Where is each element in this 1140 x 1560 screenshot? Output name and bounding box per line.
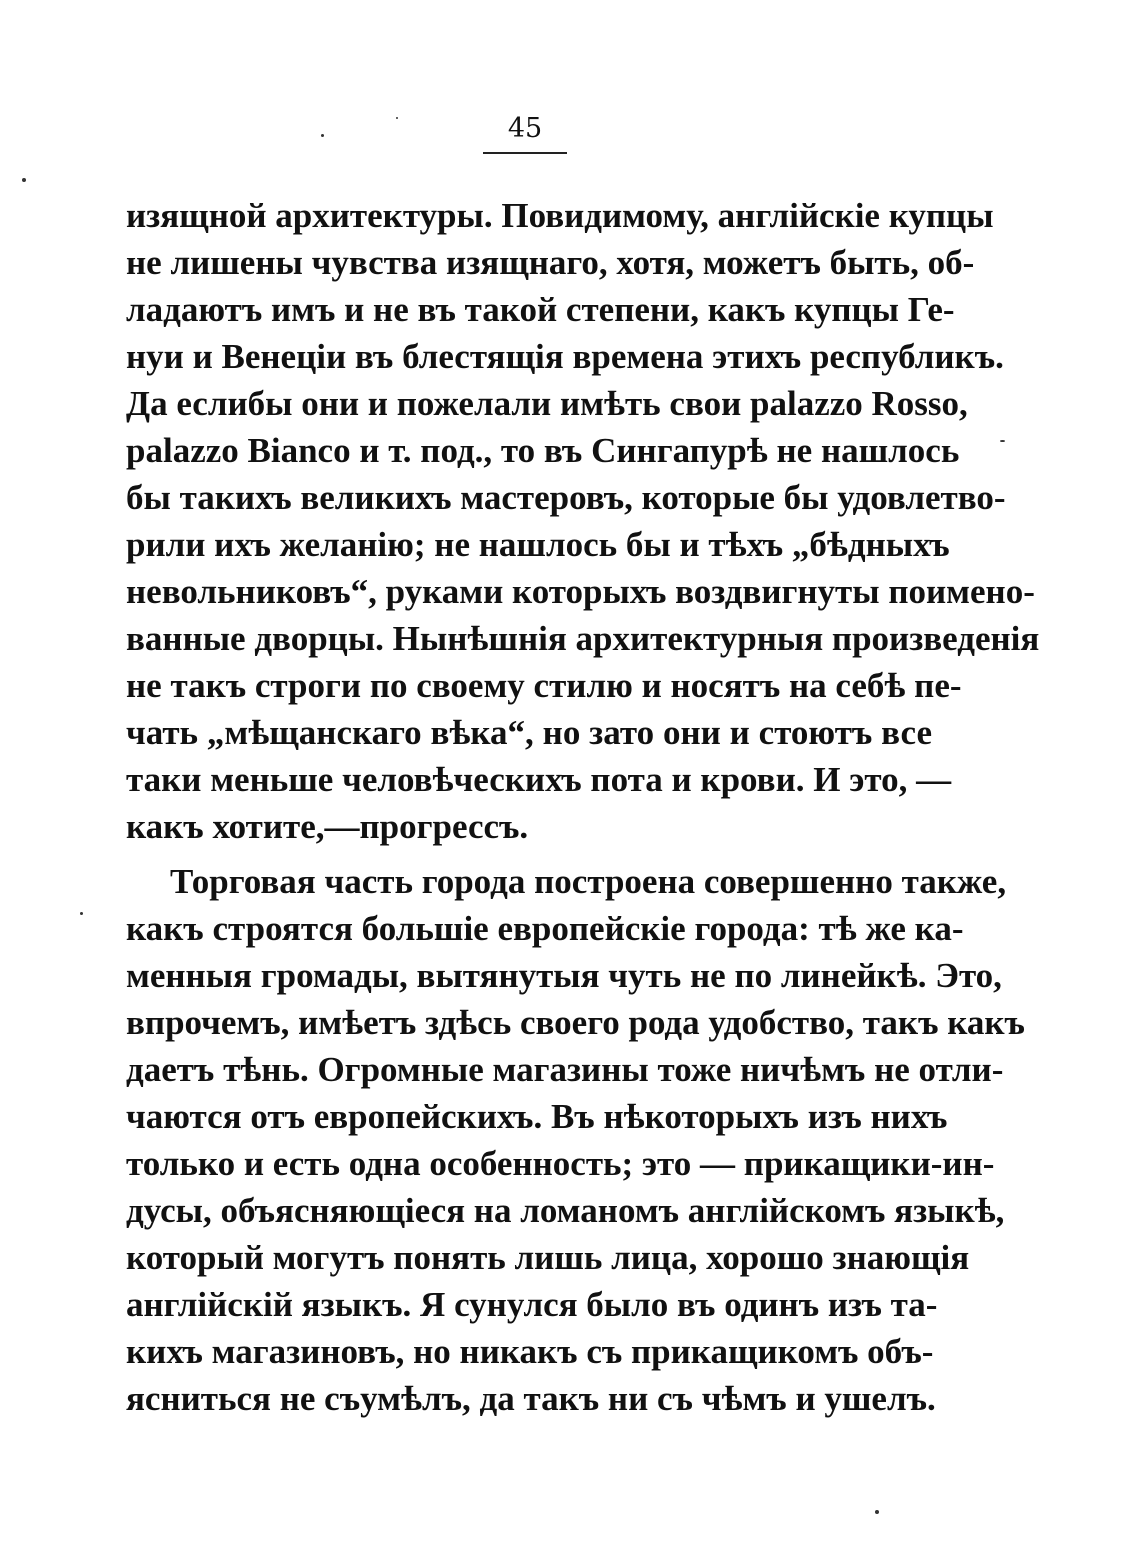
text-line: Да еслибы они и пожелали имѣть свои palazzo Rosso, xyxy=(126,384,968,423)
text-line: невольниковъ“, руками которыхъ воздвигнуты поимено- xyxy=(126,572,1035,611)
scan-speck xyxy=(22,178,26,182)
text-line: чаются отъ европейскихъ. Въ нѣкоторыхъ изъ нихъ xyxy=(126,1097,948,1136)
text-line: менныя громады, вытянутыя чуть не по линейкѣ. Это, xyxy=(126,956,1002,995)
text-line: изящной архитектуры. Повидимому, англійскіе купцы xyxy=(126,196,994,235)
text-line: не лишены чувства изящнаго, хотя, можетъ быть, об- xyxy=(126,243,975,282)
page-number-rule xyxy=(483,152,567,154)
text-line: palazzo Bianco и т. под., то въ Сингапурѣ не нашлось xyxy=(126,431,960,470)
paragraph-gap xyxy=(126,850,932,858)
text-line: рили ихъ желанію; не нашлось бы и тѣхъ „бѣдныхъ xyxy=(126,525,950,564)
scan-speck xyxy=(1000,440,1005,442)
text-line: кихъ магазиновъ, но никакъ съ прикащикомъ объ- xyxy=(126,1332,934,1371)
text-line: даетъ тѣнь. Огромные магазины тоже ничѣмъ не отли- xyxy=(126,1050,1004,1089)
text-line: англійскій языкъ. Я сунулся было въ одинъ изъ та- xyxy=(126,1285,938,1324)
text-line: который могутъ понять лишь лица, хорошо знающія xyxy=(126,1238,970,1277)
text-line: Торговая часть города построена совершенно также, xyxy=(170,862,1007,901)
page-body-text xyxy=(126,192,1040,1422)
scan-speck xyxy=(396,117,398,119)
scan-speck xyxy=(875,1510,879,1514)
text-line: чать „мѣщанскаго вѣка“, но зато они и стоютъ все xyxy=(126,713,932,752)
scan-speck xyxy=(80,912,83,915)
page-number: 45 xyxy=(507,113,543,144)
text-line: ясниться не съумѣлъ, да такъ ни съ чѣмъ и ушелъ. xyxy=(126,1379,936,1418)
text-line: дусы, объясняющіеся на ломаномъ англійскомъ языкѣ, xyxy=(126,1191,1005,1230)
paragraph-2 xyxy=(126,858,1025,1422)
text-line: какъ хотите,—прогрессъ. xyxy=(126,807,529,846)
text-line: ладаютъ имъ и не въ такой степени, какъ купцы Ге- xyxy=(126,290,955,329)
text-line: таки меньше человѣческихъ пота и крови. И это, — xyxy=(126,760,952,799)
text-line: не такъ строги по своему стилю и носятъ на себѣ пе- xyxy=(126,666,962,705)
text-line: какъ строятся большіе европейскіе города: тѣ же ка- xyxy=(126,909,964,948)
text-line: впрочемъ, имѣетъ здѣсь своего рода удобство, такъ какъ xyxy=(126,1003,1025,1042)
scan-speck xyxy=(321,134,324,137)
text-line: ванные дворцы. Нынѣшнія архитектурныя произведенія xyxy=(126,619,1040,658)
text-line: нуи и Венеціи въ блестящія времена этихъ республикъ. xyxy=(126,337,1004,376)
text-line: только и есть одна особенность; это — прикащики-ин- xyxy=(126,1144,995,1183)
text-line: бы такихъ великихъ мастеровъ, которые бы удовлетво- xyxy=(126,478,1006,517)
paragraph-1 xyxy=(126,192,1040,850)
